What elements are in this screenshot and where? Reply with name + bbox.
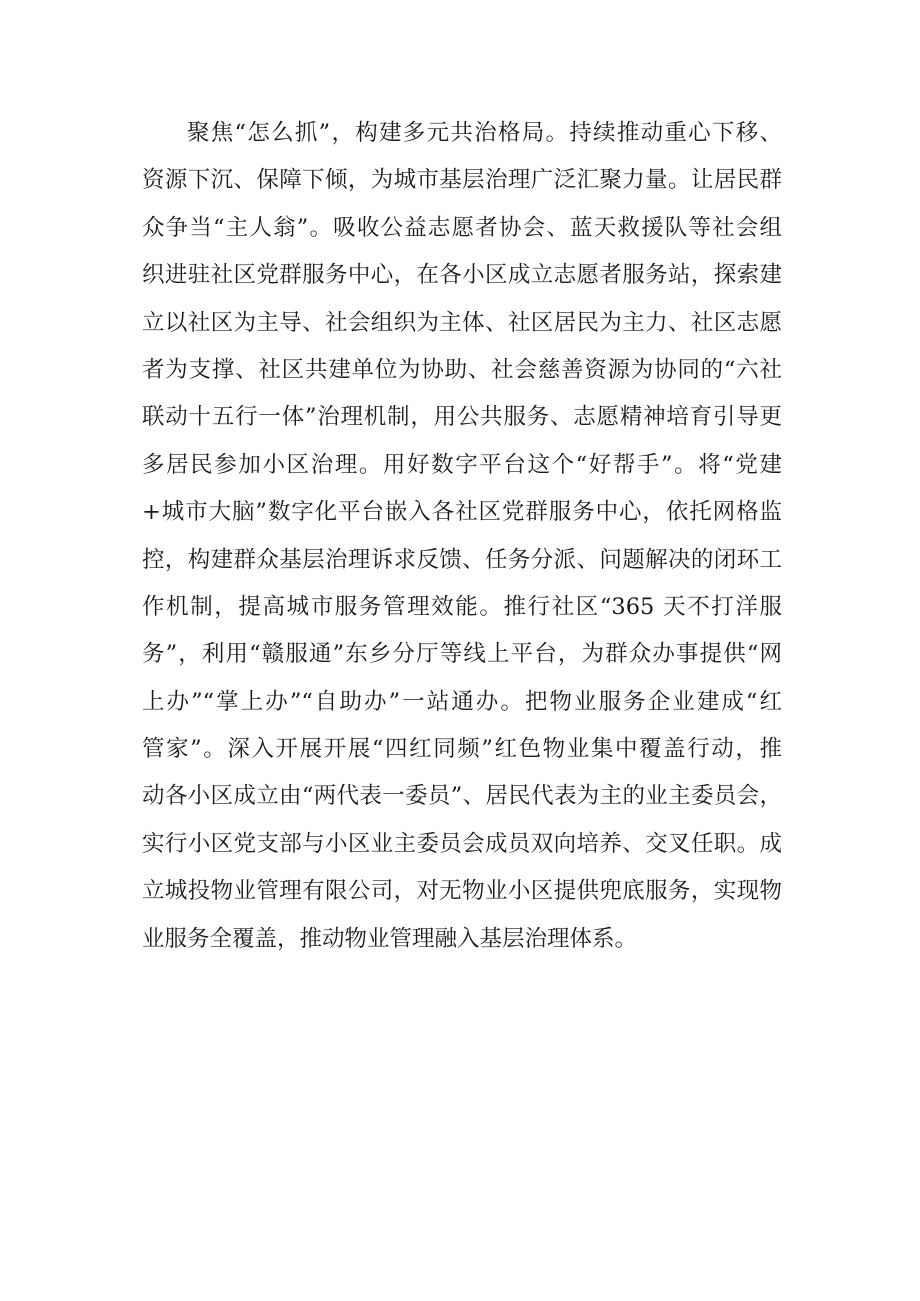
- paragraph-line: 众争当“主人翁”。吸收公益志愿者协会、蓝天救援队等社会组: [142, 214, 782, 241]
- paragraph-line: 上办”“掌上办”“自助办”一站通办。把物业服务企业建成“红: [142, 688, 782, 715]
- paragraph-line: 作机制，提高城市服务管理效能。推行社区“365 天不打洋服: [142, 593, 782, 620]
- paragraph-line: 实行小区党支部与小区业主委员会成员双向培养、交叉任职。成: [142, 830, 782, 857]
- body-paragraph: [142, 110, 782, 963]
- paragraph-line: 立城投物业管理有限公司，对无物业小区提供兜底服务，实现物: [142, 878, 782, 905]
- paragraph-line: 业服务全覆盖，推动物业管理融入基层治理体系。: [142, 925, 638, 952]
- paragraph-line: 控，构建群众基层治理诉求反馈、任务分派、问题解决的闭环工: [142, 546, 782, 573]
- paragraph-line: 织进驻社区党群服务中心，在各小区成立志愿者服务站，探索建: [142, 262, 782, 289]
- paragraph-line: 资源下沉、保障下倾，为城市基层治理广泛汇聚力量。让居民群: [142, 167, 782, 194]
- paragraph-line: 者为支撑、社区共建单位为协助、社会慈善资源为协同的“六社: [142, 356, 782, 383]
- paragraph-line: 聚焦“怎么抓”，构建多元共治格局。持续推动重心下移、: [187, 120, 782, 146]
- paragraph-line: 多居民参加小区治理。用好数字平台这个“好帮手”。将“党建: [142, 451, 782, 478]
- paragraph-line: 管家”。深入开展开展“四红同频”红色物业集中覆盖行动，推: [142, 736, 782, 763]
- paragraph-line: 动各小区成立由“两代表一委员”、居民代表为主的业主委员会，: [142, 783, 782, 810]
- paragraph-line: 联动十五行一体”治理机制，用公共服务、志愿精神培育引导更: [142, 404, 782, 431]
- paragraph-line: +城市大脑”数字化平台嵌入各社区党群服务中心，依托网格监: [142, 499, 782, 526]
- paragraph-line: 务”，利用“赣服通”东乡分厅等线上平台，为群众办事提供“网: [142, 641, 782, 668]
- paragraph-line: 立以社区为主导、社会组织为主体、社区居民为主力、社区志愿: [142, 309, 782, 336]
